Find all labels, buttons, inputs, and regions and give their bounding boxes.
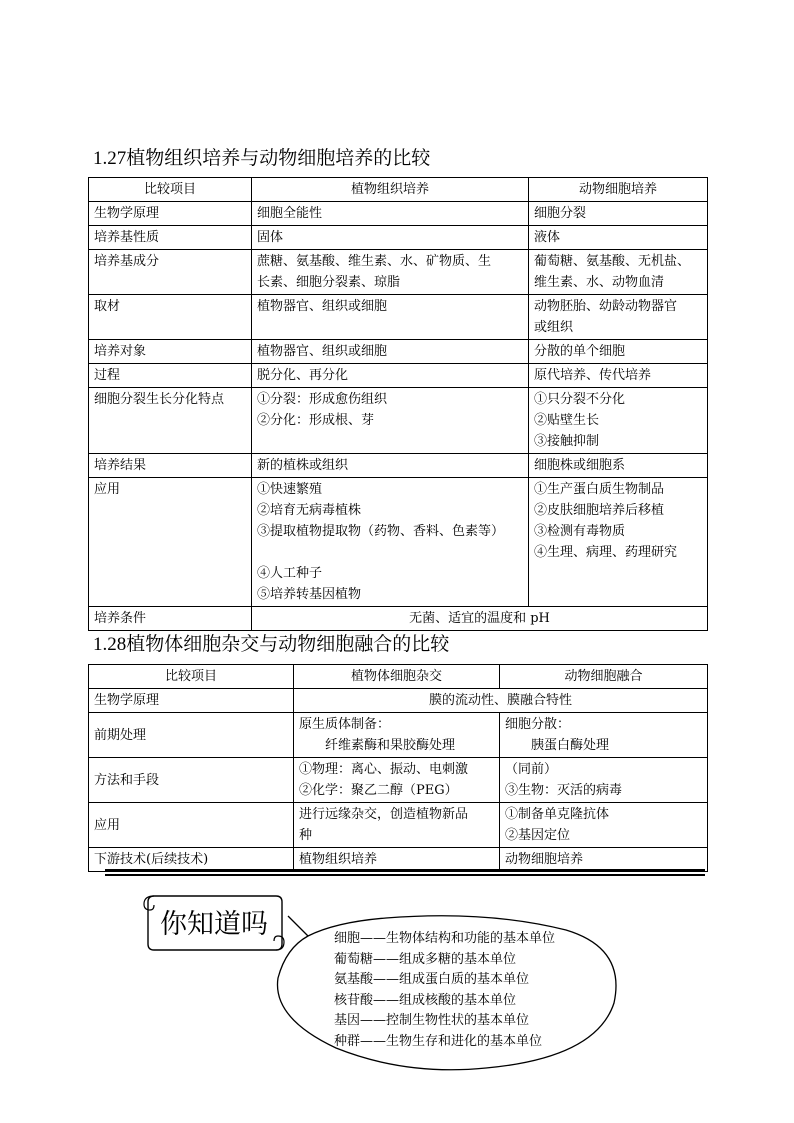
cell-line: 葡萄糖、氨基酸、无机盐、 bbox=[534, 254, 691, 269]
plant-cell bbox=[294, 713, 500, 758]
row-label: 生物学原理 bbox=[89, 202, 252, 226]
row-label: 细胞分裂生长分化特点 bbox=[89, 388, 252, 454]
table-row bbox=[89, 848, 708, 872]
cell-line: 固体 bbox=[257, 230, 284, 245]
table-row bbox=[89, 478, 708, 607]
cell-line: 细胞分裂 bbox=[534, 206, 587, 221]
cell-line: 分散的单个细胞 bbox=[534, 344, 626, 359]
table-row bbox=[89, 607, 708, 631]
cell-line: 细胞全能性 bbox=[257, 206, 323, 221]
cell-line: 液体 bbox=[534, 230, 561, 245]
cell-line: ⑤培养转基因植物 bbox=[257, 587, 362, 602]
row-label: 培养对象 bbox=[89, 340, 252, 364]
cell-line: ③生物：灭活的病毒 bbox=[505, 783, 623, 798]
did-you-know-list bbox=[334, 929, 555, 1053]
table-row bbox=[89, 340, 708, 364]
cell-line: ③提取植物提取物（药物、香料、色素等） bbox=[257, 524, 505, 539]
cell-line: ④人工种子 bbox=[257, 566, 323, 581]
table-row bbox=[89, 202, 708, 226]
row-label: 取材 bbox=[89, 295, 252, 340]
plant-cell bbox=[252, 340, 529, 364]
cell-line: 胰蛋白酶处理 bbox=[505, 738, 610, 753]
plant-animal-culture-table bbox=[88, 177, 708, 631]
animal-cell bbox=[529, 295, 708, 340]
row-label: 下游技术(后续技术) bbox=[89, 848, 294, 872]
animal-cell bbox=[529, 202, 708, 226]
cell-line: ③检测有毒物质 bbox=[534, 524, 626, 539]
cell-line: 动物胚胎、幼龄动物器官 bbox=[534, 299, 678, 314]
animal-cell bbox=[529, 340, 708, 364]
plant-cell bbox=[252, 454, 529, 478]
cell-line: ②皮肤细胞培养后移植 bbox=[534, 503, 665, 518]
row-label: 方法和手段 bbox=[89, 758, 294, 803]
column-header: 比较项目 bbox=[89, 665, 294, 689]
cell-line: 细胞分散： bbox=[505, 717, 571, 732]
table-row bbox=[89, 713, 708, 758]
cell-line: 种 bbox=[299, 828, 313, 843]
column-header: 植物组织培养 bbox=[252, 178, 529, 202]
plant-cell bbox=[294, 758, 500, 803]
fact-line: 葡萄糖——组成多糖的基本单位 bbox=[334, 951, 517, 967]
animal-cell bbox=[500, 848, 708, 872]
animal-cell bbox=[529, 454, 708, 478]
plant-cell bbox=[252, 388, 529, 454]
row-label: 应用 bbox=[89, 478, 252, 607]
row-label: 培养基性质 bbox=[89, 226, 252, 250]
section-title-text: 植物组织培养与动物细胞培养的比较 bbox=[126, 147, 431, 169]
cell-line: 或组织 bbox=[534, 320, 574, 335]
cell-line: ②贴壁生长 bbox=[534, 413, 600, 428]
cell-line: ①物理：离心、振动、电刺激 bbox=[299, 762, 469, 777]
cell-line: 蔗糖、氨基酸、维生素、水、矿物质、生 bbox=[257, 254, 492, 269]
cell-line: 细胞株或细胞系 bbox=[534, 458, 626, 473]
cell-line: 新的植株或组织 bbox=[257, 458, 349, 473]
animal-cell bbox=[529, 364, 708, 388]
fact-line: 核苷酸——组成核酸的基本单位 bbox=[334, 992, 517, 1008]
divider-line bbox=[105, 874, 705, 876]
cell-line: 长素、细胞分裂素、琼脂 bbox=[257, 275, 401, 290]
cell-line: ①制备单克隆抗体 bbox=[505, 807, 610, 822]
fact-line: 细胞——生物体结构和功能的基本单位 bbox=[334, 931, 556, 946]
table-row bbox=[89, 388, 708, 454]
row-label: 培养结果 bbox=[89, 454, 252, 478]
merged-cell: 膜的流动性、膜融合特性 bbox=[294, 689, 708, 713]
table-header-row bbox=[89, 665, 708, 689]
animal-cell bbox=[529, 226, 708, 250]
row-label: 应用 bbox=[89, 803, 294, 848]
table-row bbox=[89, 226, 708, 250]
cell-line: 脱分化、再分化 bbox=[257, 368, 349, 383]
row-label: 生物学原理 bbox=[89, 689, 294, 713]
table-row bbox=[89, 803, 708, 848]
cell-line: 进行远缘杂交，创造植物新品 bbox=[299, 807, 469, 822]
row-label: 培养基成分 bbox=[89, 250, 252, 295]
cell-line: ②分化：形成根、芽 bbox=[257, 413, 375, 428]
cell-line: ②基因定位 bbox=[505, 828, 571, 843]
column-header: 动物细胞融合 bbox=[500, 665, 708, 689]
table-row bbox=[89, 364, 708, 388]
plant-cell bbox=[252, 364, 529, 388]
plant-cell bbox=[294, 848, 500, 872]
fact-line: 种群——生物生存和进化的基本单位 bbox=[334, 1033, 543, 1049]
cell-line: ①生产蛋白质生物制品 bbox=[534, 482, 665, 497]
animal-cell bbox=[500, 803, 708, 848]
section-number: 1.27 bbox=[93, 148, 127, 169]
cell-line: ②培育无病毒植株 bbox=[257, 503, 362, 518]
cell-line: 原代培养、传代培养 bbox=[534, 368, 652, 383]
table-row bbox=[89, 689, 708, 713]
did-you-know-title: 你知道吗 bbox=[160, 909, 268, 940]
cell-line: ②化学：聚乙二醇（PEG） bbox=[299, 783, 458, 798]
cell-line: （同前） bbox=[505, 762, 558, 777]
animal-cell bbox=[500, 713, 708, 758]
row-label: 过程 bbox=[89, 364, 252, 388]
cell-line bbox=[257, 542, 523, 563]
row-label: 培养条件 bbox=[89, 607, 252, 631]
plant-cell bbox=[252, 250, 529, 295]
row-label: 前期处理 bbox=[89, 713, 294, 758]
section-title-1-28 bbox=[93, 632, 449, 657]
fact-line: 基因——控制生物性状的基本单位 bbox=[334, 1013, 530, 1029]
cell-line: 植物组织培养 bbox=[299, 852, 378, 867]
plant-cell bbox=[294, 803, 500, 848]
table-header-row bbox=[89, 178, 708, 202]
cell-line: ④生理、病理、药理研究 bbox=[534, 545, 678, 560]
cell-line: 维生素、水、动物血清 bbox=[534, 275, 665, 290]
cell-line: ③接触抑制 bbox=[534, 434, 600, 449]
cell-line: 植物器官、组织或细胞 bbox=[257, 299, 388, 314]
table-row bbox=[89, 758, 708, 803]
table-row bbox=[89, 295, 708, 340]
cell-line: 动物细胞培养 bbox=[505, 852, 584, 867]
column-header: 植物体细胞杂交 bbox=[294, 665, 500, 689]
cell-line: 纤维素酶和果胶酶处理 bbox=[299, 738, 456, 753]
section-title-text: 植物体细胞杂交与动物细胞融合的比较 bbox=[126, 633, 450, 655]
table-row bbox=[89, 250, 708, 295]
plant-cell bbox=[252, 226, 529, 250]
cell-fusion-table bbox=[88, 664, 708, 872]
animal-cell bbox=[529, 478, 708, 607]
plant-cell bbox=[252, 478, 529, 607]
plant-cell bbox=[252, 202, 529, 226]
table-row bbox=[89, 454, 708, 478]
merged-cell: 无菌、适宜的温度和 pH bbox=[252, 607, 708, 631]
cell-line: 植物器官、组织或细胞 bbox=[257, 344, 388, 359]
column-header: 比较项目 bbox=[89, 178, 252, 202]
section-title-1-27 bbox=[93, 146, 430, 171]
column-header: 动物细胞培养 bbox=[529, 178, 708, 202]
cell-line: ①快速繁殖 bbox=[257, 482, 323, 497]
divider-line bbox=[105, 869, 705, 871]
cell-line: ①只分裂不分化 bbox=[534, 392, 626, 407]
section-number: 1.28 bbox=[93, 634, 127, 655]
cell-line: 原生质体制备： bbox=[299, 717, 391, 732]
plant-cell bbox=[252, 295, 529, 340]
animal-cell bbox=[529, 388, 708, 454]
animal-cell bbox=[500, 758, 708, 803]
fact-line: 氨基酸——组成蛋白质的基本单位 bbox=[334, 972, 530, 988]
animal-cell bbox=[529, 250, 708, 295]
cell-line: ①分裂：形成愈伤组织 bbox=[257, 392, 388, 407]
